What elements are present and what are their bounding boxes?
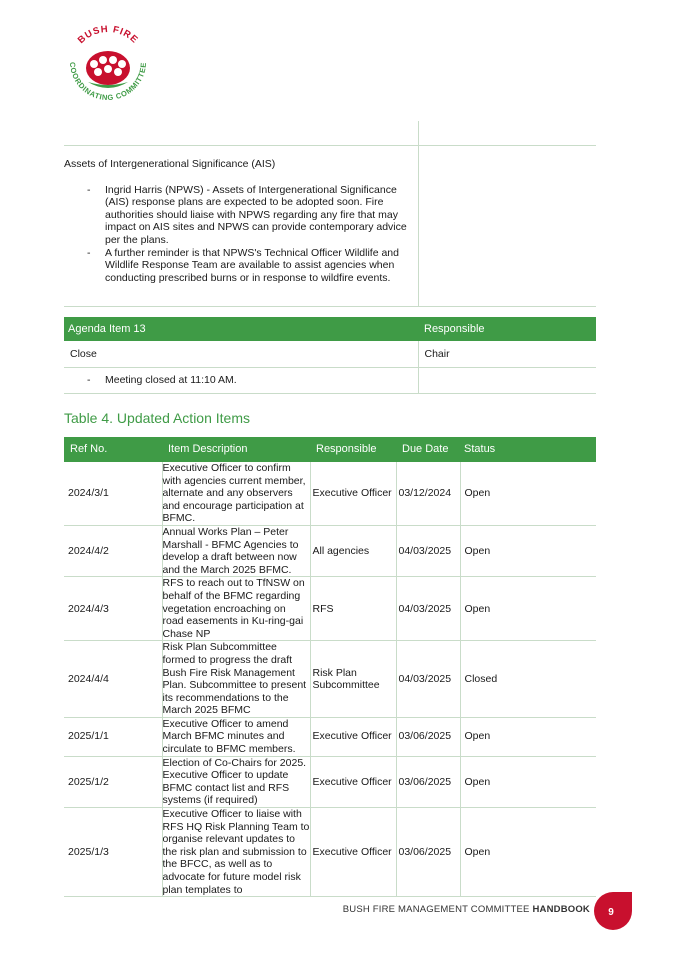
- close-responsible: Chair: [418, 341, 596, 368]
- description-cell: Executive Officer to confirm with agencies current member, alternate and any observers and encourage participation at BFMC.: [162, 462, 310, 525]
- footer-title: BUSH FIRE MANAGEMENT COMMITTEE: [342, 904, 530, 915]
- ais-section: [64, 121, 596, 307]
- ais-heading: Assets of Intergenerational Significance (AIS): [64, 158, 276, 170]
- ref-cell: 2025/1/3: [64, 808, 162, 897]
- list-item: - Ingrid Harris (NPWS) - Assets of Intergenerational Significance (AIS) response plans are expected to be adopted soon. Fire authorities should liaise with NPWS regarding any fire that may impact on AIS sites and NPWS can provide contemporary advice per the plans.: [64, 184, 418, 247]
- column-header: Item Description: [162, 437, 310, 462]
- page-number-badge: [592, 890, 634, 932]
- due-date-cell: 03/06/2025: [396, 808, 460, 897]
- status-cell: Open: [460, 577, 596, 641]
- page-number: 9: [608, 907, 614, 918]
- column-header: Ref No.: [64, 437, 162, 462]
- status-cell: Closed: [460, 641, 596, 718]
- ref-cell: 2024/4/3: [64, 577, 162, 641]
- due-date-cell: 04/03/2025: [396, 641, 460, 718]
- table-row: [64, 717, 596, 756]
- responsible-cell: Risk Plan Subcommittee: [310, 641, 396, 718]
- responsible-cell: Executive Officer: [310, 462, 396, 525]
- table-row: [64, 525, 596, 576]
- svg-text:COORDINATING COMMITTEE: COORDINATING COMMITTEE: [67, 61, 149, 103]
- footer-title-bold: HANDBOOK: [532, 904, 590, 915]
- description-cell: RFS to reach out to TfNSW on behalf of the BFMC regarding vegetation encroaching on road easements in Ku-ring-gai Chase NP: [162, 577, 310, 641]
- page-footer: [343, 904, 590, 915]
- description-cell: Annual Works Plan – Peter Marshall - BFMC Agencies to develop a draft between now and the March 2025 BFMC.: [162, 525, 310, 576]
- status-cell: Open: [460, 462, 596, 525]
- responsible-cell: RFS: [310, 577, 396, 641]
- status-cell: Open: [460, 808, 596, 897]
- waratah-flower-icon: [86, 51, 130, 88]
- table-caption: Table 4. Updated Action Items: [64, 410, 250, 426]
- list-item: - Meeting closed at 11:10 AM.: [64, 374, 418, 387]
- responsible-header: Responsible: [418, 317, 596, 341]
- responsible-cell: Executive Officer: [310, 756, 396, 807]
- table-row: [64, 808, 596, 897]
- agenda-item-13-table: [64, 317, 596, 394]
- close-label: Close: [64, 341, 418, 368]
- description-cell: Executive Officer to liaise with RFS HQ Risk Planning Team to organise relevant updates to the risk plan and submission to the BFCC, as well as to advocate for future model risk plan templates to: [162, 808, 310, 896]
- table-row: [64, 641, 596, 718]
- agenda-item-header: Agenda Item 13: [64, 317, 418, 341]
- list-item: - A further reminder is that NPWS's Technical Officer Wildlife and Wildlife Response Team are available to assist agencies when conducting prescribed burns or in response to wildfire events.: [64, 247, 418, 285]
- status-cell: Open: [460, 756, 596, 807]
- status-cell: Open: [460, 717, 596, 756]
- responsible-cell: Executive Officer: [310, 717, 396, 756]
- table-row: [64, 462, 596, 525]
- ais-bullet-list: [64, 184, 418, 285]
- due-date-cell: 03/12/2024: [396, 462, 460, 525]
- responsible-cell: All agencies: [310, 525, 396, 576]
- action-items-table: [64, 437, 596, 897]
- table-row: [64, 756, 596, 807]
- column-header: Due Date: [396, 437, 460, 462]
- status-cell: Open: [460, 525, 596, 576]
- description-cell: Risk Plan Subcommittee formed to progress the draft Bush Fire Risk Management Plan. Subcommittee to present its recommendations to the March 2025 BFMC: [162, 641, 310, 718]
- svg-text:BUSH FIRE: BUSH FIRE: [75, 23, 141, 47]
- ref-cell: 2024/3/1: [64, 462, 162, 525]
- due-date-cell: 04/03/2025: [396, 577, 460, 641]
- due-date-cell: 03/06/2025: [396, 756, 460, 807]
- ref-cell: 2025/1/2: [64, 756, 162, 807]
- responsible-cell: Executive Officer: [310, 808, 396, 897]
- ref-cell: 2024/4/4: [64, 641, 162, 718]
- description-cell: Executive Officer to amend March BFMC minutes and circulate to BFMC members.: [162, 717, 310, 756]
- table-row: [64, 577, 596, 641]
- due-date-cell: 04/03/2025: [396, 525, 460, 576]
- column-header: Status: [460, 437, 596, 462]
- description-cell: Election of Co-Chairs for 2025. Executive Officer to update BFMC contact list and RFS systems (if required): [162, 756, 310, 807]
- ref-cell: 2025/1/1: [64, 717, 162, 756]
- ref-cell: 2024/4/2: [64, 525, 162, 576]
- due-date-cell: 03/06/2025: [396, 717, 460, 756]
- bfcc-logo: [58, 18, 158, 110]
- column-header: Responsible: [310, 437, 396, 462]
